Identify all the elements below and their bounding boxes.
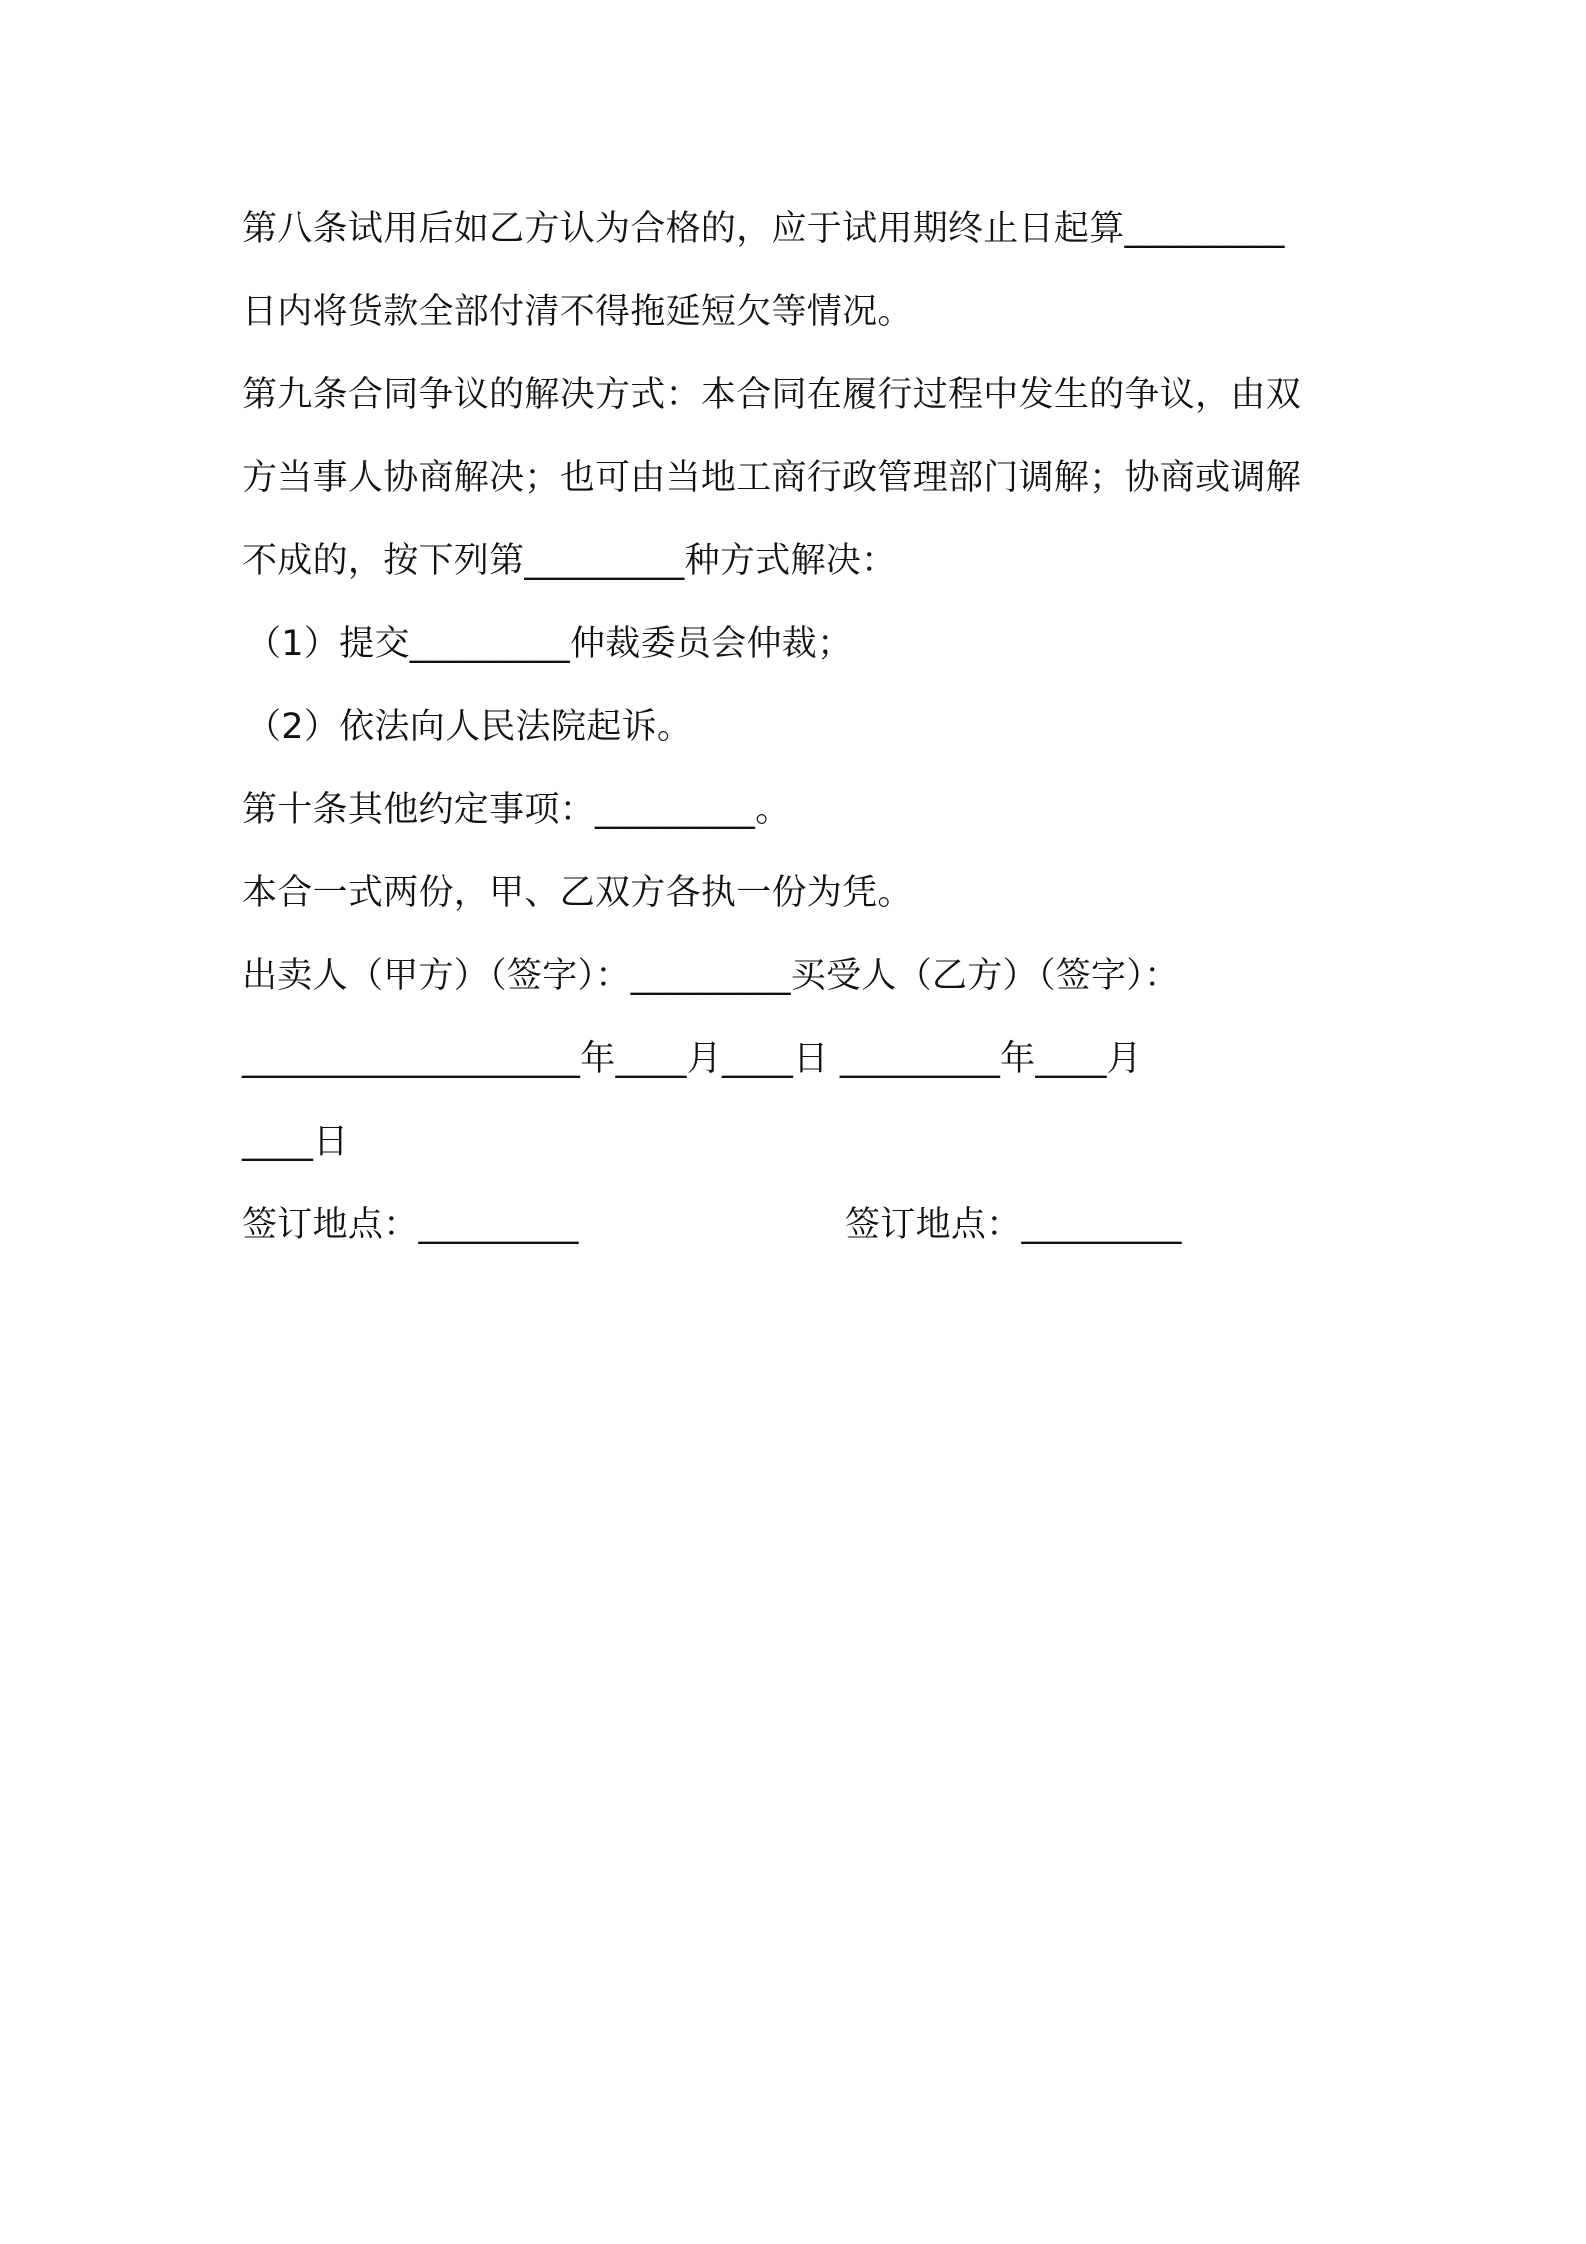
article-9-line-1: 第九条合同争议的解决方式：本合同在履行过程中发生的争议，由双: [242, 375, 1302, 415]
option-2: （2）依法向人民法院起诉。: [246, 707, 693, 747]
article-9-line-3: 不成的，按下列第_________种方式解决：: [242, 541, 897, 581]
date-line-continued: ____日: [242, 1122, 349, 1162]
signing-place-seller: 签订地点：_________: [242, 1205, 579, 1245]
article-8-line-2: 日内将货款全部付清不得拖延短欠等情况。: [242, 292, 913, 332]
copies-clause: 本合一式两份，甲、乙双方各执一份为凭。: [242, 873, 913, 913]
date-line: ___________________年____月____日 _________年____月: [242, 1039, 1142, 1079]
article-8-line-1: 第八条试用后如乙方认为合格的，应于试用期终止日起算_________: [242, 209, 1285, 249]
option-1: （1）提交_________仲裁委员会仲裁；: [246, 624, 853, 664]
article-9-line-2: 方当事人协商解决；也可由当地工商行政管理部门调解；协商或调解: [242, 458, 1302, 498]
signing-place-buyer: 签订地点：_________: [845, 1205, 1182, 1245]
article-10: 第十条其他约定事项：_________。: [242, 790, 791, 830]
signature-line: 出卖人（甲方）（签字）：_________买受人（乙方）（签字）：: [242, 956, 1180, 996]
